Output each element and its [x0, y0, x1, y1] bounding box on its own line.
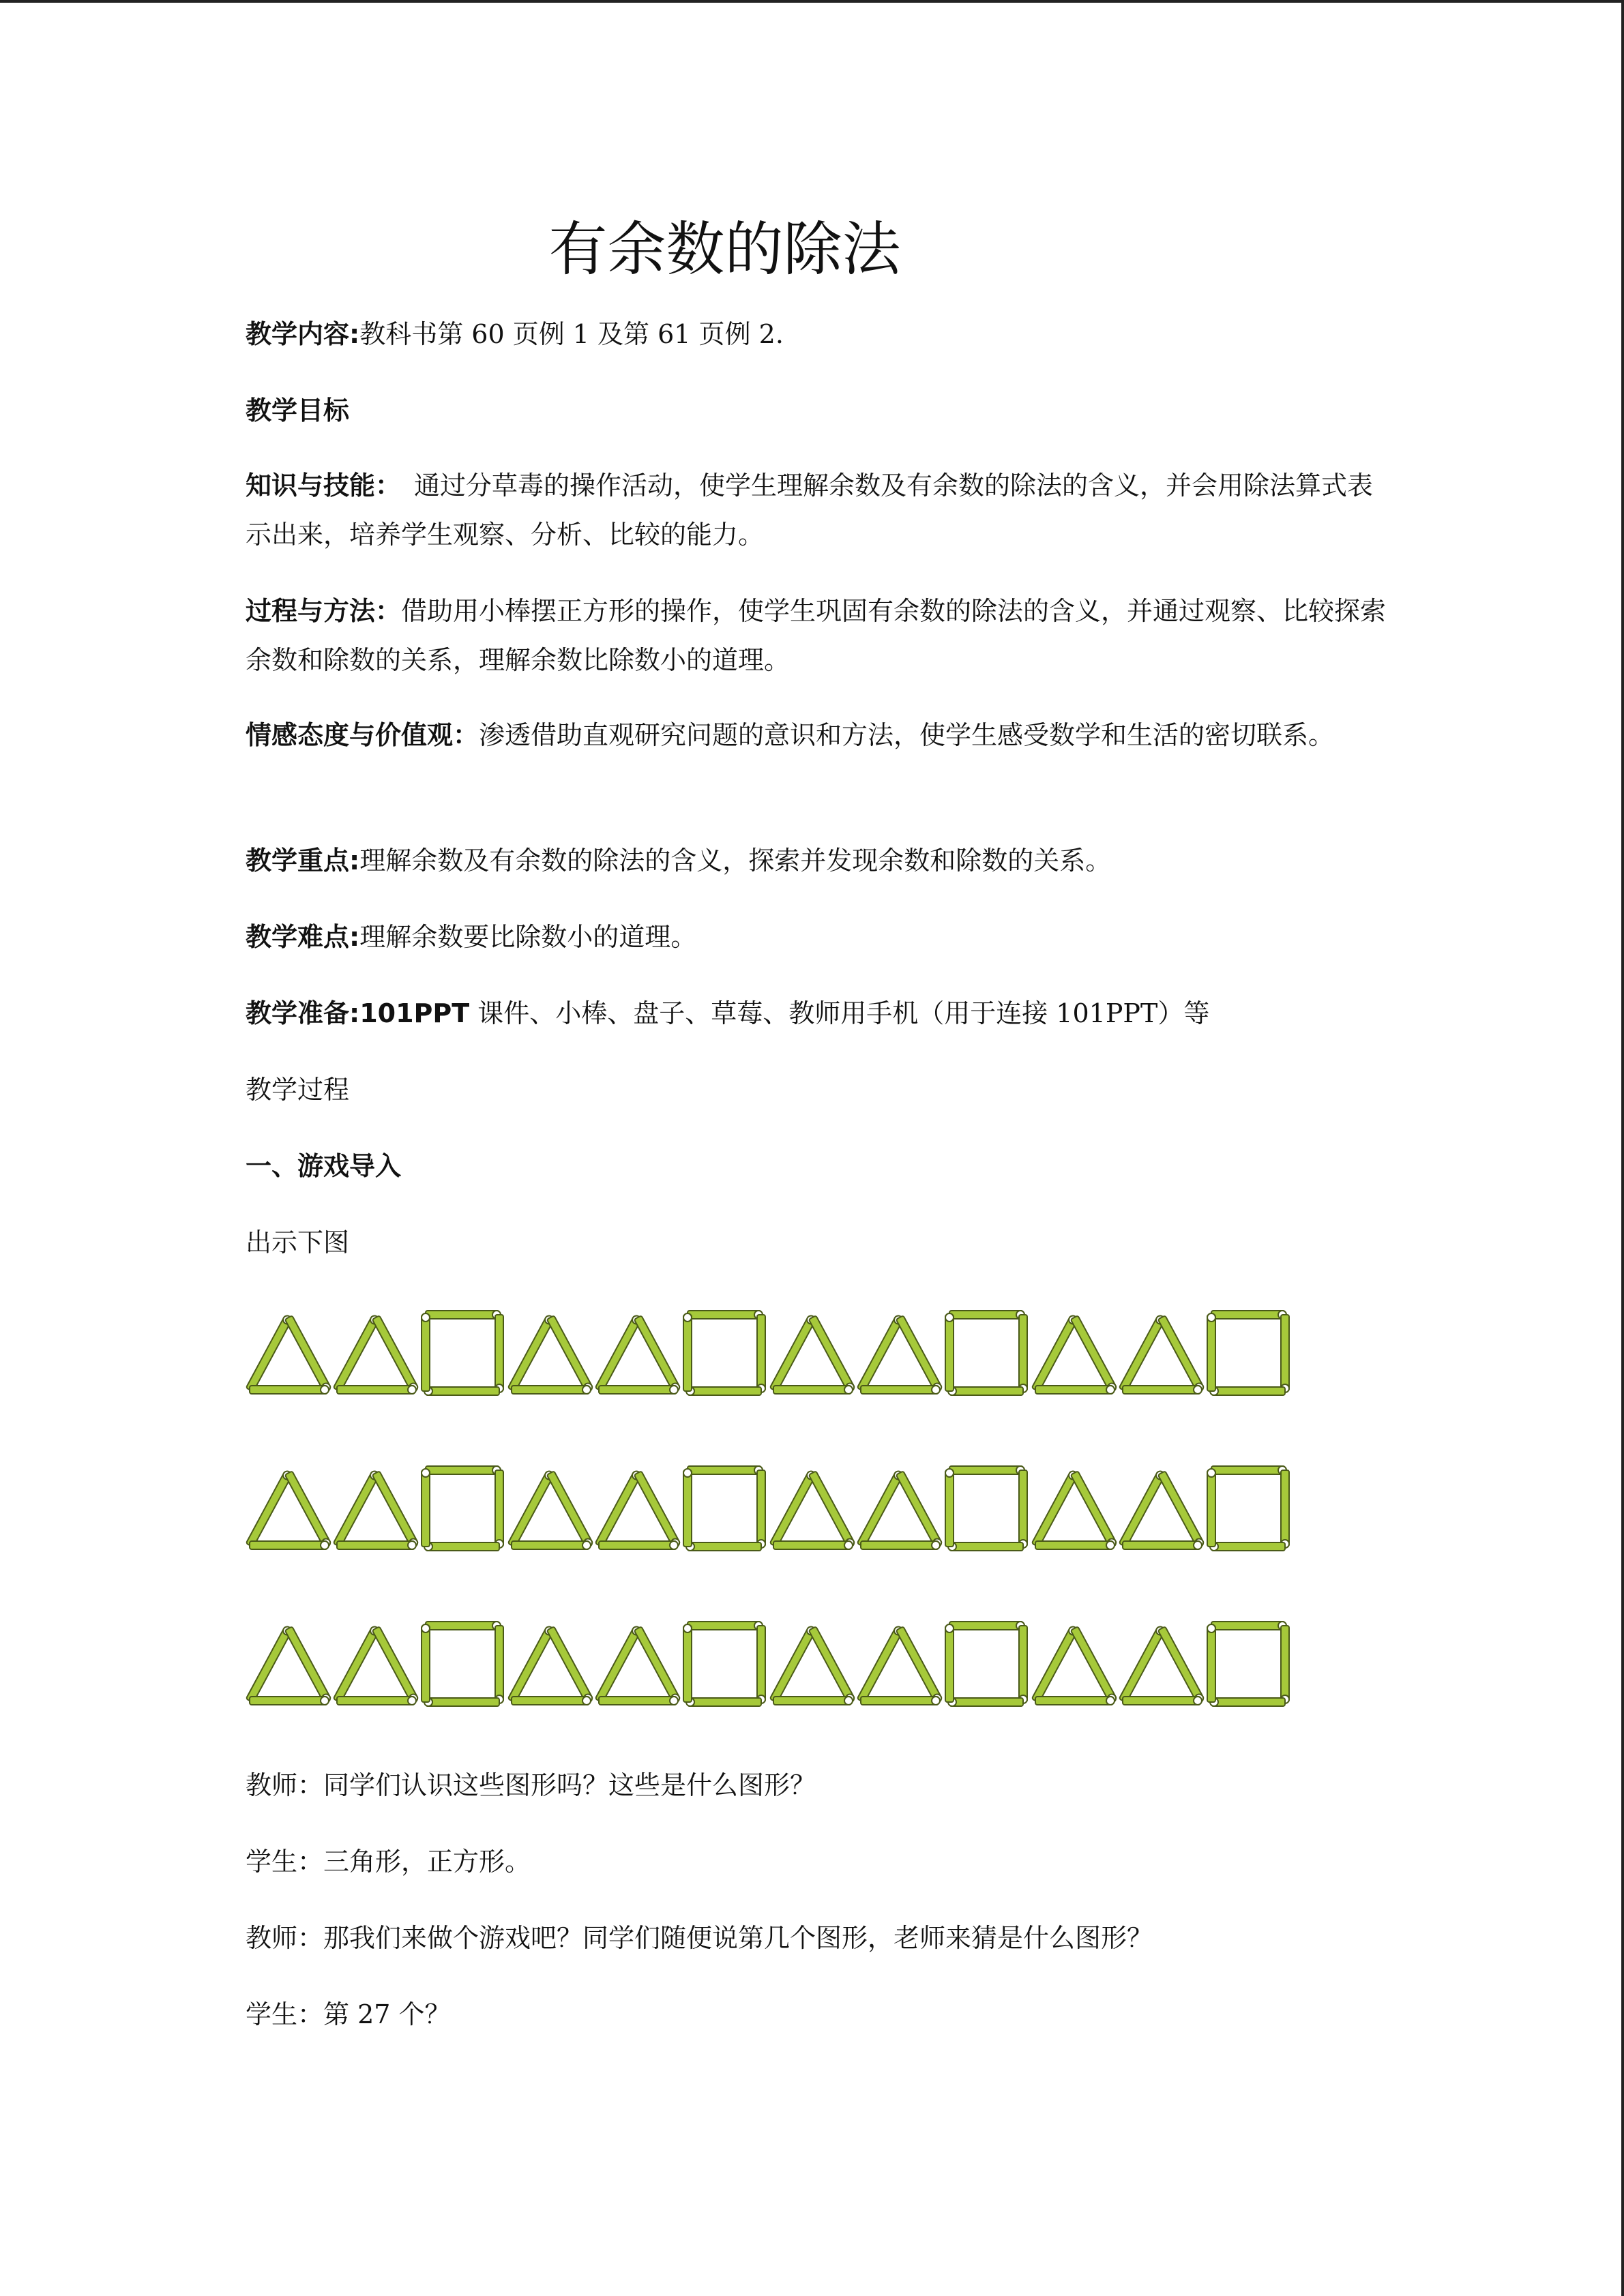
stick — [1211, 1466, 1286, 1474]
stick — [683, 1313, 692, 1391]
stick — [422, 1313, 430, 1391]
stick — [634, 1471, 681, 1548]
knowledge-skills-text: 通过分草毒的操作活动，使学生理解余数及有余数的除法的含义，并会用除法算式表示出来，培养学生观察、分析、比较的能力。 — [246, 471, 1374, 550]
teaching-content-text: 教科书第 60 页例 1 及第 61 页例 2. — [359, 319, 784, 349]
stick — [773, 1697, 853, 1705]
shape-row-2 — [246, 1463, 1296, 1556]
stick — [595, 1470, 643, 1547]
square-shape — [422, 1311, 503, 1395]
stick — [634, 1315, 681, 1392]
stick — [757, 1626, 765, 1703]
stick — [1071, 1626, 1118, 1703]
stick — [1123, 1541, 1202, 1549]
stick — [246, 1470, 293, 1547]
stick — [945, 1469, 954, 1547]
stick — [426, 1622, 501, 1630]
stick — [372, 1315, 419, 1392]
stick — [1119, 1314, 1166, 1391]
teacher-line-2: 教师：那我们来做个游戏吧？同学们随便说第几个图形，老师来猜是什么图形？ — [246, 1923, 1153, 1953]
stick — [896, 1315, 943, 1392]
stick — [1035, 1541, 1114, 1549]
square-shape — [945, 1311, 1027, 1395]
stick — [422, 1469, 430, 1547]
stick — [948, 1542, 1023, 1551]
stick — [1207, 1624, 1215, 1702]
stick — [1119, 1470, 1166, 1547]
square-shape — [945, 1466, 1027, 1551]
triangle-shape — [334, 1625, 419, 1705]
student-line-1: 学生：三角形，正方形。 — [246, 1847, 531, 1877]
shape-row-3-svg — [246, 1619, 1296, 1712]
stick — [424, 1387, 499, 1395]
page-right-border — [1621, 0, 1624, 2296]
stick — [547, 1626, 594, 1703]
stick — [809, 1471, 856, 1548]
stick — [857, 1314, 904, 1391]
stick — [809, 1626, 856, 1703]
stick — [1210, 1387, 1285, 1395]
stick — [1211, 1311, 1286, 1319]
square-shape — [422, 1622, 503, 1706]
teaching-difficulty-text: 理解余数要比除数小的道理。 — [359, 922, 697, 952]
triangle-shape — [770, 1470, 856, 1549]
stick — [426, 1311, 501, 1319]
stick — [1207, 1469, 1215, 1547]
stick — [334, 1625, 381, 1702]
stick — [512, 1697, 591, 1705]
stick — [1281, 1470, 1289, 1548]
stick — [595, 1625, 643, 1702]
stick — [1123, 1697, 1202, 1705]
knowledge-skills — [246, 461, 1391, 559]
emotion-values — [246, 711, 1391, 760]
teacher-line-1: 教师：同学们认识这些图形吗？这些是什么图形？ — [246, 1770, 816, 1800]
stick — [547, 1315, 594, 1392]
stick — [857, 1470, 904, 1547]
triangle-shape — [246, 1470, 332, 1549]
stick — [809, 1315, 856, 1392]
stick — [337, 1697, 416, 1705]
stick — [1123, 1386, 1202, 1394]
stick — [337, 1386, 416, 1394]
stick — [1071, 1471, 1118, 1548]
stick — [334, 1470, 381, 1547]
process-methods — [246, 586, 1391, 685]
triangle-shape — [508, 1470, 594, 1549]
stick — [686, 1542, 761, 1551]
square-shape — [683, 1466, 765, 1551]
square-shape — [1207, 1466, 1289, 1551]
stick — [1019, 1626, 1027, 1703]
emotion-values-text: 渗透借助直观研究问题的意识和方法，使学生感受数学和生活的密切联系。 — [479, 720, 1335, 750]
shape-row-2-svg — [246, 1463, 1296, 1556]
stick — [1035, 1697, 1114, 1705]
triangle-shape — [246, 1314, 332, 1394]
stick — [757, 1470, 765, 1548]
stick — [424, 1698, 499, 1706]
stick — [250, 1541, 329, 1549]
stick — [599, 1541, 678, 1549]
square-shape — [683, 1311, 765, 1395]
stick — [285, 1471, 332, 1548]
teaching-difficulty-label: 教学难点: — [246, 922, 360, 952]
triangle-shape — [770, 1625, 856, 1705]
stick — [896, 1471, 943, 1548]
triangle-shape — [595, 1470, 681, 1549]
shape-row-1-svg — [246, 1308, 1296, 1401]
teaching-keypoint-label: 教学重点: — [246, 846, 360, 876]
stick — [1158, 1315, 1205, 1392]
stick — [857, 1625, 904, 1702]
teaching-goals-heading: 教学目标 — [246, 396, 350, 426]
stick — [246, 1625, 293, 1702]
triangle-shape — [1119, 1625, 1205, 1705]
stick — [770, 1470, 817, 1547]
triangle-shape — [1119, 1314, 1205, 1394]
stick — [1019, 1470, 1027, 1548]
stick — [285, 1315, 332, 1392]
stick — [1071, 1315, 1118, 1392]
triangle-shape — [770, 1314, 856, 1394]
stick — [599, 1697, 678, 1705]
knowledge-skills-label: 知识与技能： — [246, 471, 389, 501]
stick — [1207, 1313, 1215, 1391]
triangle-shape — [595, 1314, 681, 1394]
stick — [1032, 1314, 1079, 1391]
stick — [773, 1541, 853, 1549]
stick — [686, 1698, 761, 1706]
stick — [770, 1625, 817, 1702]
stick — [495, 1626, 503, 1703]
stick — [949, 1311, 1024, 1319]
stick — [1019, 1315, 1027, 1392]
square-shape — [422, 1466, 503, 1551]
triangle-shape — [1032, 1470, 1118, 1549]
stick — [1119, 1625, 1166, 1702]
stick — [948, 1387, 1023, 1395]
shape-row-3 — [246, 1619, 1296, 1712]
stick — [1211, 1622, 1286, 1630]
stick — [1210, 1698, 1285, 1706]
stick — [495, 1315, 503, 1392]
stick — [246, 1314, 293, 1391]
stick — [773, 1386, 853, 1394]
teaching-content-label: 教学内容: — [246, 319, 360, 349]
stick — [1158, 1471, 1205, 1548]
teaching-keypoint-text: 理解余数及有余数的除法的含义，探索并发现余数和除数的关系。 — [359, 846, 1112, 876]
emotion-values-label: 情感态度与价值观： — [246, 720, 479, 750]
stick — [861, 1541, 940, 1549]
stick — [1210, 1542, 1285, 1551]
triangle-shape — [857, 1470, 943, 1549]
triangle-shape — [857, 1625, 943, 1705]
section-game-intro-heading: 一、游戏导入 — [246, 1151, 402, 1181]
stick — [599, 1386, 678, 1394]
stick — [770, 1314, 817, 1391]
stick — [595, 1314, 643, 1391]
stick — [945, 1313, 954, 1391]
stick — [949, 1466, 1024, 1474]
triangle-shape — [1032, 1314, 1118, 1394]
teaching-preparation-text: 课件、小棒、盘子、草莓、教师用手机（用于连接 101PPT）等 — [469, 998, 1210, 1028]
stick — [861, 1386, 940, 1394]
stick — [945, 1624, 954, 1702]
stick — [861, 1697, 940, 1705]
triangle-shape — [334, 1314, 419, 1394]
teaching-keypoint — [246, 836, 1391, 885]
stick — [424, 1542, 499, 1551]
stick — [683, 1624, 692, 1702]
teaching-content — [246, 310, 1391, 359]
stick — [508, 1314, 555, 1391]
process-methods-text: 借助用小棒摆正方形的操作，使学生巩固有余数的除法的含义，并通过观察、比较探索余数和除数的关系，理解余数比除数小的道理。 — [246, 596, 1387, 675]
stick — [1158, 1626, 1205, 1703]
stick — [372, 1626, 419, 1703]
process-methods-label: 过程与方法： — [246, 596, 402, 626]
stick — [683, 1469, 692, 1547]
stick — [372, 1471, 419, 1548]
teaching-process-heading: 教学过程 — [246, 1075, 350, 1105]
square-shape — [683, 1622, 765, 1706]
square-shape — [1207, 1311, 1289, 1395]
stick — [422, 1624, 430, 1702]
stick — [250, 1386, 329, 1394]
stick — [1281, 1315, 1289, 1392]
triangle-shape — [857, 1314, 943, 1394]
stick — [688, 1311, 763, 1319]
stick — [334, 1314, 381, 1391]
triangle-shape — [508, 1625, 594, 1705]
teaching-preparation-label: 教学准备:101PPT — [246, 998, 470, 1028]
teaching-difficulty — [246, 912, 1391, 961]
stick — [1281, 1626, 1289, 1703]
show-figure-text: 出示下图 — [246, 1227, 350, 1257]
stick — [1035, 1386, 1114, 1394]
stick — [495, 1470, 503, 1548]
stick — [512, 1541, 591, 1549]
page-top-border — [0, 0, 1624, 3]
stick — [547, 1471, 594, 1548]
stick — [337, 1541, 416, 1549]
stick — [634, 1626, 681, 1703]
stick — [1032, 1625, 1079, 1702]
triangle-shape — [1119, 1470, 1205, 1549]
stick — [948, 1698, 1023, 1706]
stick — [688, 1466, 763, 1474]
stick — [757, 1315, 765, 1392]
triangle-shape — [595, 1625, 681, 1705]
stick — [688, 1622, 763, 1630]
square-shape — [1207, 1622, 1289, 1706]
shape-row-1 — [246, 1308, 1296, 1401]
document-title: 有余数的除法 — [548, 215, 901, 284]
triangle-shape — [334, 1470, 419, 1549]
stick — [686, 1387, 761, 1395]
square-shape — [945, 1622, 1027, 1706]
stick — [949, 1622, 1024, 1630]
stick — [512, 1386, 591, 1394]
stick — [896, 1626, 943, 1703]
triangle-shape — [246, 1625, 332, 1705]
stick — [426, 1466, 501, 1474]
stick — [285, 1626, 332, 1703]
stick — [250, 1697, 329, 1705]
teaching-preparation — [246, 989, 1391, 1038]
stick — [508, 1625, 555, 1702]
student-line-2: 学生：第 27 个？ — [246, 1999, 451, 2029]
triangle-shape — [1032, 1625, 1118, 1705]
triangle-shape — [508, 1314, 594, 1394]
stick — [1032, 1470, 1079, 1547]
stick — [508, 1470, 555, 1547]
